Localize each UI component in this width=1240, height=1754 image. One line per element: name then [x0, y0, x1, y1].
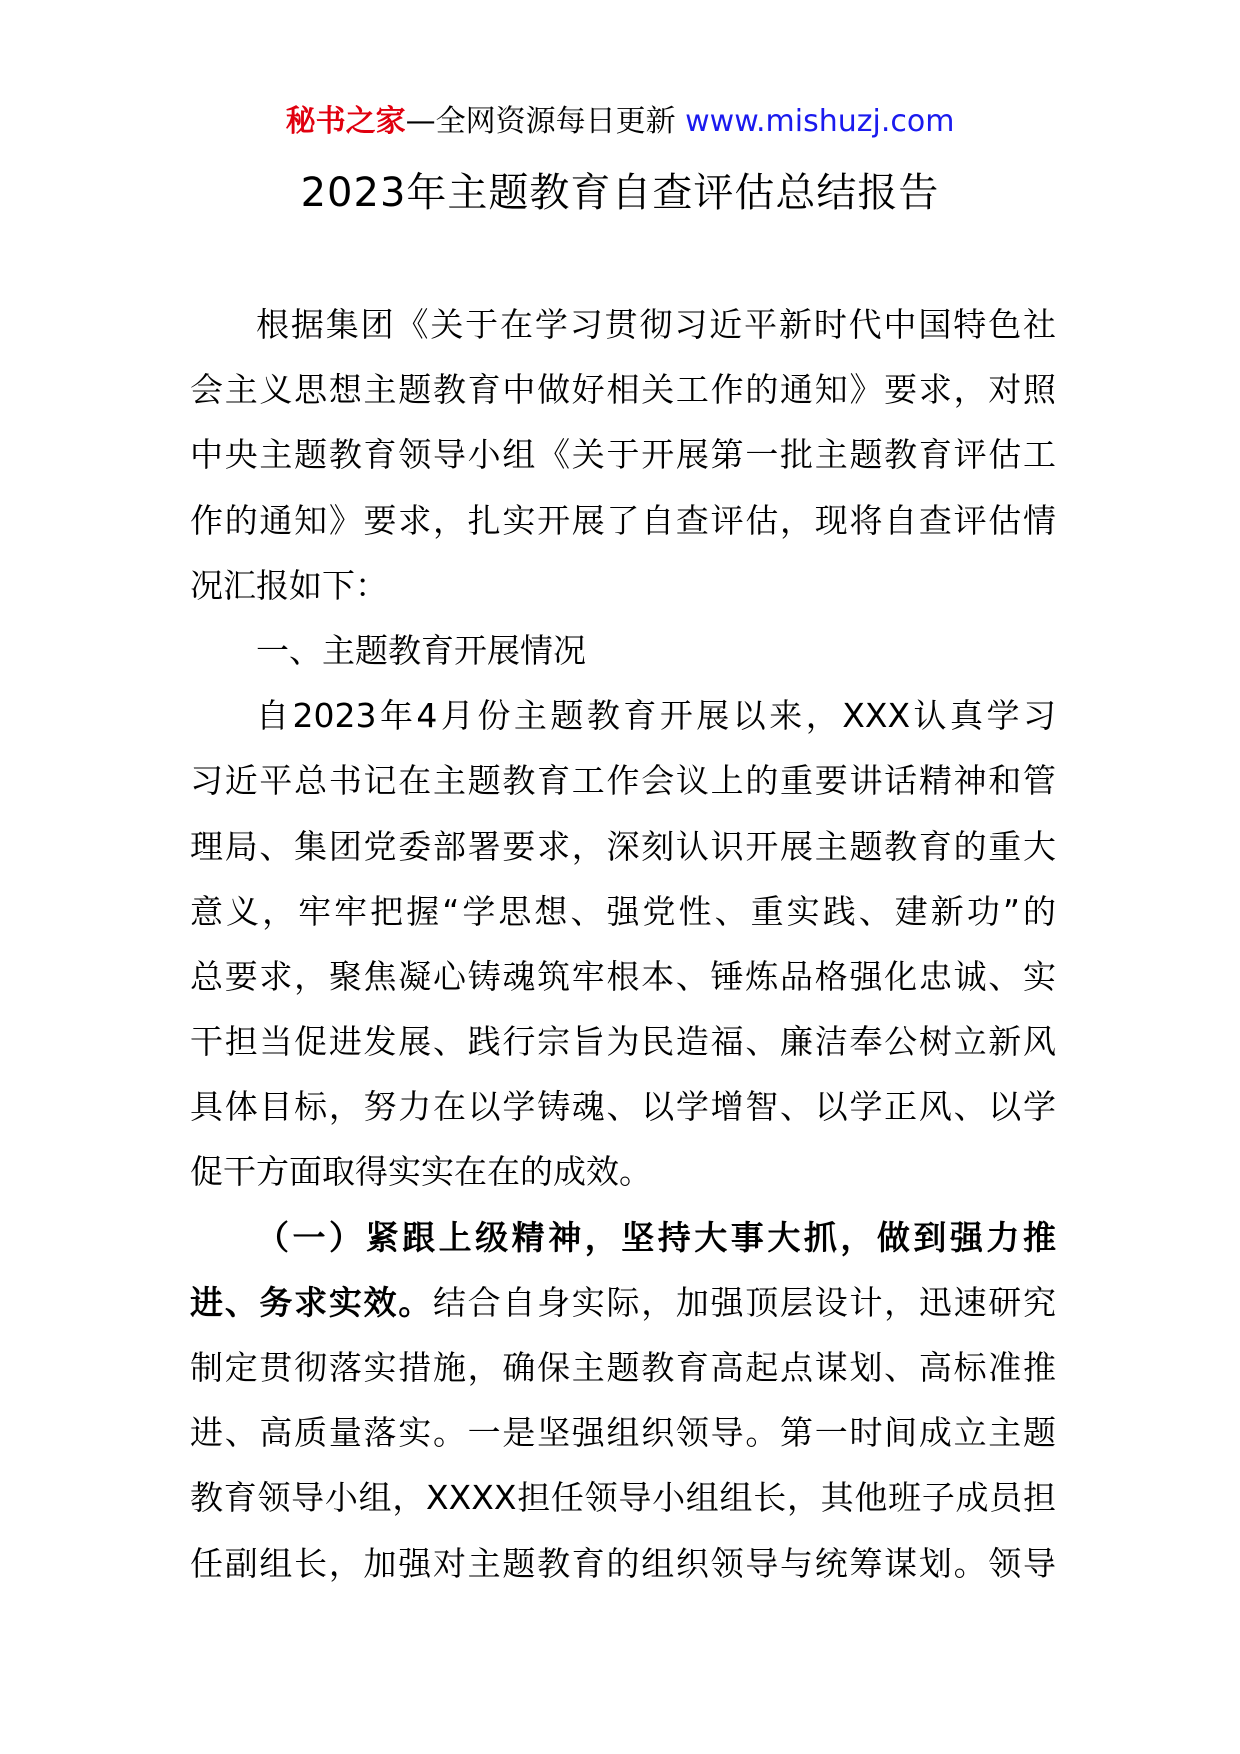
document-body	[190, 292, 1056, 1596]
watermark-brand: 秘书之家	[285, 104, 406, 139]
paragraph-line: 意义，牢牢把握“学思想、强党性、重实践、建新功”的	[190, 891, 1056, 931]
paragraph-line	[190, 1270, 1056, 1335]
paragraph-line: 理局、集团党委部署要求，深刻认识开展主题教育的重大	[190, 826, 1056, 866]
paragraph-line: 总要求，聚焦凝心铸魂筑牢根本、锤炼品格强化忠诚、实	[190, 956, 1056, 996]
paragraph-line: 自2023年4月份主题教育开展以来，XXX认真学习	[256, 696, 1056, 736]
paragraph-line: 作的通知》要求，扎实开展了自查评估，现将自查评估情	[190, 500, 1056, 540]
paragraph-line: 习近平总书记在主题教育工作会议上的重要讲话精神和管	[190, 761, 1056, 801]
paragraph-line: 教育领导小组，XXXX担任领导小组组长，其他班子成员担	[190, 1478, 1056, 1518]
paragraph-line: 任副组长，加强对主题教育的组织领导与统筹谋划。领导	[190, 1543, 1056, 1583]
watermark-url[interactable]: www.mishuzj.com	[685, 104, 955, 139]
paragraph-line: 根据集团《关于在学习贯彻习近平新时代中国特色社	[256, 305, 1056, 344]
paragraph-line: 具体目标，努力在以学铸魂、以学增智、以学正风、以学	[190, 1087, 1056, 1127]
paragraph-line: 会主义思想主题教育中做好相关工作的通知》要求，对照	[190, 370, 1056, 410]
paragraph-line: 制定贯彻落实措施，确保主题教育高起点谋划、高标准推	[190, 1348, 1056, 1387]
watermark-header	[0, 100, 1240, 144]
section-heading: 一、主题教育开展情况	[256, 630, 586, 670]
paragraph-line: 进、高质量落实。一是坚强组织领导。第一时间成立主题	[190, 1413, 1056, 1453]
document-title: 2023年主题教育自查评估总结报告	[300, 170, 940, 216]
watermark-slogan: —全网资源每日更新	[405, 104, 686, 139]
subsection-heading: （一）紧跟上级精神，坚持大事大抓，做到强力推	[256, 1217, 1056, 1257]
subsection-heading-end: 进、务求实效。	[190, 1282, 433, 1322]
paragraph-line: 促干方面取得实实在在的成效。	[190, 1152, 652, 1192]
paragraph-line: 中央主题教育领导小组《关于开展第一批主题教育评估工	[190, 435, 1056, 475]
paragraph-line: 干担当促进发展、践行宗旨为民造福、廉洁奉公树立新风	[190, 1022, 1056, 1062]
paragraph-line: 况汇报如下：	[190, 565, 388, 605]
paragraph-text: 结合自身实际，加强顶层设计，迅速研究	[432, 1282, 1057, 1322]
